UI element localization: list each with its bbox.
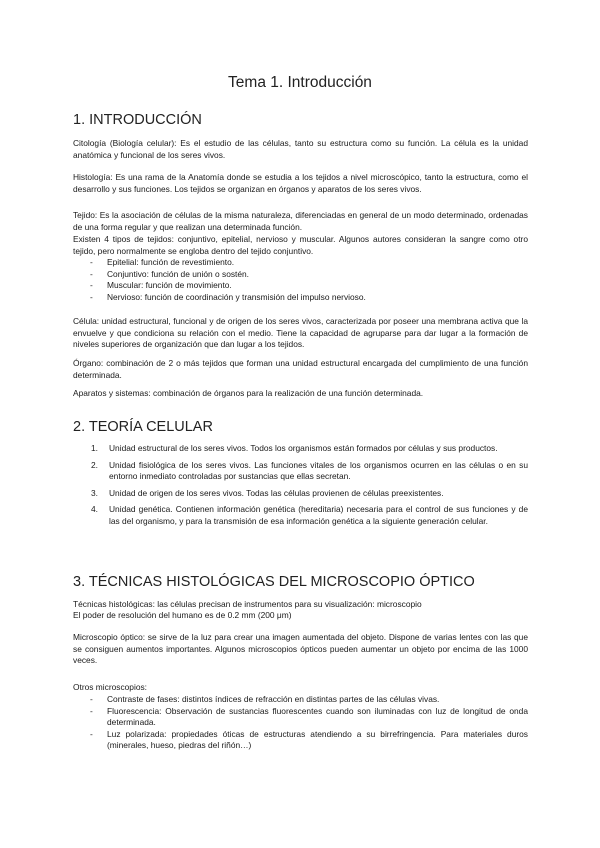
paragraph-poder-resolucion: El poder de resolución del humano es de 0.2 mm (200 μm) <box>73 610 292 620</box>
tejidos-list <box>73 257 528 303</box>
list-number: 2. <box>91 459 98 470</box>
section-heading-introduccion: 1. INTRODUCCIÓN <box>73 112 202 128</box>
list-item: - Conjuntivo: función de unión o sostén. <box>73 269 528 281</box>
otros-microscopios-list <box>73 694 528 752</box>
list-item <box>73 443 528 455</box>
list-text: Unidad de origen de los seres vivos. Todas las células provienen de células preexistentes. <box>109 487 444 498</box>
list-item: - Fluorescencia: Observación de sustancias fluorescentes cuando son iluminadas con luz de longitud de onda determinada. <box>73 706 528 729</box>
list-text: Unidad fisiológica de los seres vivos. Las funciones vitales de los organismos ocurren en las células o en su entorno inmediato controladas por sustancias que ellas secretan. <box>109 459 528 481</box>
teoria-celular-list <box>73 443 528 532</box>
list-item <box>73 460 528 483</box>
paragraph-otros-microscopios: Otros microscopios: <box>73 682 147 692</box>
list-text: Unidad estructural de los seres vivos. Todos los organismos están formados por células y sus productos. <box>109 443 498 453</box>
paragraph-tipos-tejidos: Existen 4 tipos de tejidos: conjuntivo, epitelial, nervioso y muscular. Algunos autores consideran la sangre como otro tejido, pero normalmente se engloba dentro del tejido conjuntivo. <box>73 234 528 256</box>
paragraph-organo: Órgano: combinación de 2 o más tejidos que forman una unidad estructural encargada del cumplimiento de una función determinada. <box>73 358 528 380</box>
list-item <box>73 504 528 527</box>
paragraph-aparatos: Aparatos y sistemas: combinación de órganos para la realización de una función determinada. <box>73 388 424 398</box>
list-item: - Luz polarizada: propiedades óticas de estructuras atendiendo a su birrefringencia. Para materiales duros (minerales, hueso, piedras del riñón…) <box>73 729 528 752</box>
list-number: 4. <box>91 504 98 514</box>
list-item: - Muscular: función de movimiento. <box>73 280 528 292</box>
paragraph-microscopio-optico: Microscopio óptico: se sirve de la luz para crear una imagen aumentada del objeto. Dispone de varias lentes con las que se consiguen aumentos importantes. Algunos microscopios ópticos pueden aumentar un objeto por encima de las 1000 veces. <box>73 632 528 665</box>
list-item: - Contraste de fases: distintos índices de refracción en distintas partes de las células vivas. <box>73 694 528 706</box>
section-heading-tecnicas: 3. TÉCNICAS HISTOLÓGICAS DEL MICROSCOPIO ÓPTICO <box>73 574 475 590</box>
page-title: Tema 1. Introducción <box>228 74 372 91</box>
list-text: Unidad genética. Contienen información genética (hereditaria) necesaria para el control de sus funciones y de las del organismo, y para la transmisión de esa información genética a la siguiente generación celular. <box>109 504 528 526</box>
paragraph-tejido: Tejido: Es la asociación de células de la misma naturaleza, diferenciadas en general de un modo determinado, ordenadas de una forma regular y que realizan una determinada función. <box>73 210 528 232</box>
paragraph-celula: Célula: unidad estructural, funcional y de origen de los seres vivos, caracterizada por poseer una membrana activa que la envuelve y que condiciona su relación con el medio. Tiene la capacidad de agruparse para dar lugar a la formación de niveles superiores de organización que dan lugar a los tejidos. <box>73 316 528 349</box>
paragraph-histologia: Histología: Es una rama de la Anatomía donde se estudia a los tejidos a nivel microscópico, tanto la estructura, como el desarrollo y sus funciones. Los tejidos se organizan en órganos y aparatos de los seres vivos. <box>73 172 528 194</box>
list-item <box>73 488 528 500</box>
section-heading-teoria-celular: 2. TEORÍA CELULAR <box>73 419 213 435</box>
paragraph-citologia: Citología (Biología celular): Es el estudio de las células, tanto su estructura como su función. La célula es la unidad anatómica y funcional de los seres vivos. <box>73 138 528 160</box>
paragraph-tecnicas: Técnicas histológicas: las células precisan de instrumentos para su visualización: microscopio <box>73 599 422 609</box>
list-item: - Epitelial: función de revestimiento. <box>73 257 528 269</box>
list-number: 1. <box>91 443 98 453</box>
list-item: - Nervioso: función de coordinación y transmisión del impulso nervioso. <box>73 292 528 304</box>
list-number: 3. <box>91 487 98 498</box>
